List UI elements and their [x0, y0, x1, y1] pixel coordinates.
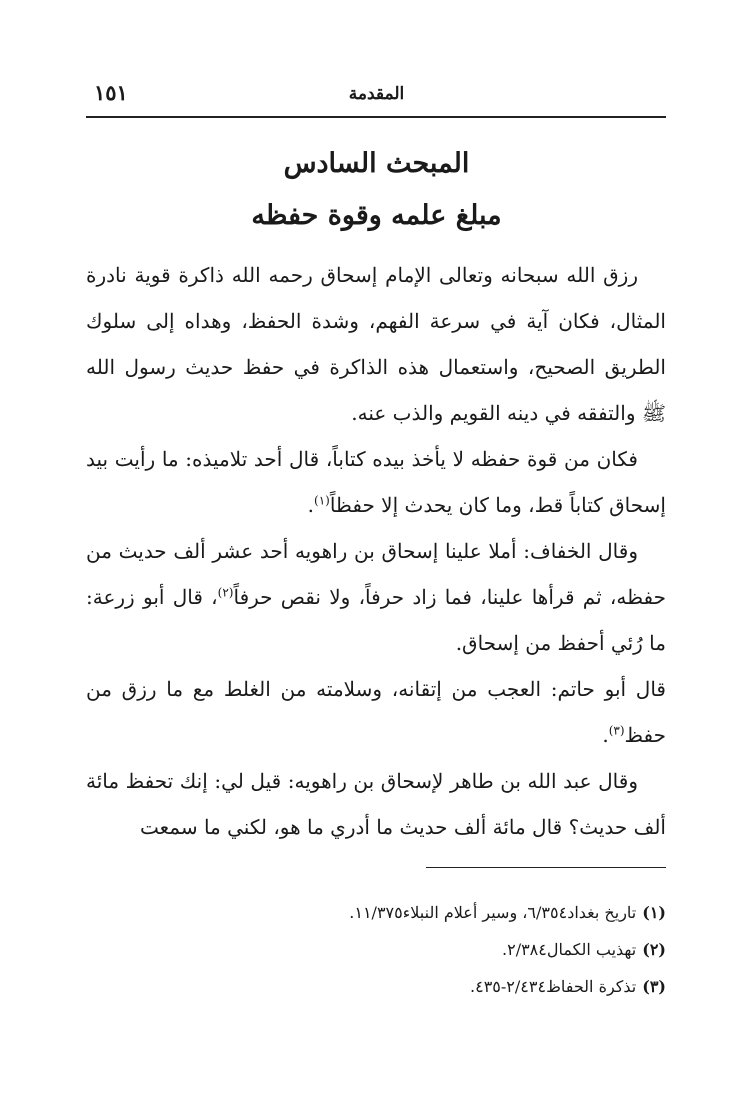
paragraph: قال أبو حاتم: العجب من إتقانه، وسلامته من الغلط مع ما رزق من حفظ$^{(٣)}$.: [86, 677, 666, 747]
footnote-marker: (١): [314, 493, 330, 508]
page-number: ١٥١: [94, 80, 128, 105]
footnote-number: (١): [642, 903, 666, 922]
paragraph: رزق الله سبحانه وتعالى الإمام إسحاق رحمه الله ذاكرة قوية نادرة المثال، فكان آية في سرعة الفهم، وشدة الحفظ، وهداه إلى سلوك الطريق الصحيح، واستعمال هذه الذاكرة في حفظ حديث رسول الله ﷺ والتفقه في دينه القويم والذب عنه.: [86, 263, 666, 425]
footnote: [86, 894, 666, 931]
footnote-marker: (٢): [217, 585, 234, 600]
footnote-rule: [426, 867, 666, 868]
running-title: المقدمة: [348, 84, 405, 104]
paragraph: وقال الخفاف: أملا علينا إسحاق بن راهويه أحد عشر ألف حديث من حفظه، ثم قرأها علينا، فما زاد حرفاً، ولا نقص حرفاً$^{(٢)}$، قال أبو زرعة: ما رُئي أحفظ من إسحاق.: [86, 539, 666, 655]
footnote-text: تاريخ بغداد٦/٣٥٤، وسير أعلام النبلاء١١/٣٧٥.: [349, 903, 637, 922]
footnote-text: تذكرة الحفاظ٢/٤٣٤-٤٣٥.: [470, 977, 637, 996]
paragraph: وقال عبد الله بن طاهر لإسحاق بن راهويه: قيل لي: إنك تحفظ مائة ألف حديث؟ قال مائة ألف حديث ما أدري ما هو، لكني ما سمعت: [86, 769, 666, 839]
body-text: [86, 252, 666, 850]
footnote: [86, 931, 666, 968]
section-subtitle: مبلغ علمه وقوة حفظه: [251, 200, 502, 231]
footnote-number: (٣): [642, 977, 666, 996]
header-rule: [86, 116, 666, 118]
footnotes: [86, 894, 666, 1005]
footnote-text: تهذيب الكمال٢/٣٨٤.: [502, 940, 637, 959]
paragraph: فكان من قوة حفظه لا يأخذ بيده كتاباً، قال أحد تلاميذه: ما رأيت بيد إسحاق كتاباً قط، وما كان يحدث إلا حفظاً$^{(١)}$.: [86, 447, 666, 517]
footnote: [86, 968, 666, 1005]
section-title: المبحث السادس: [283, 148, 470, 179]
footnote-number: (٢): [642, 940, 666, 959]
footnote-marker: (٣): [608, 723, 625, 738]
